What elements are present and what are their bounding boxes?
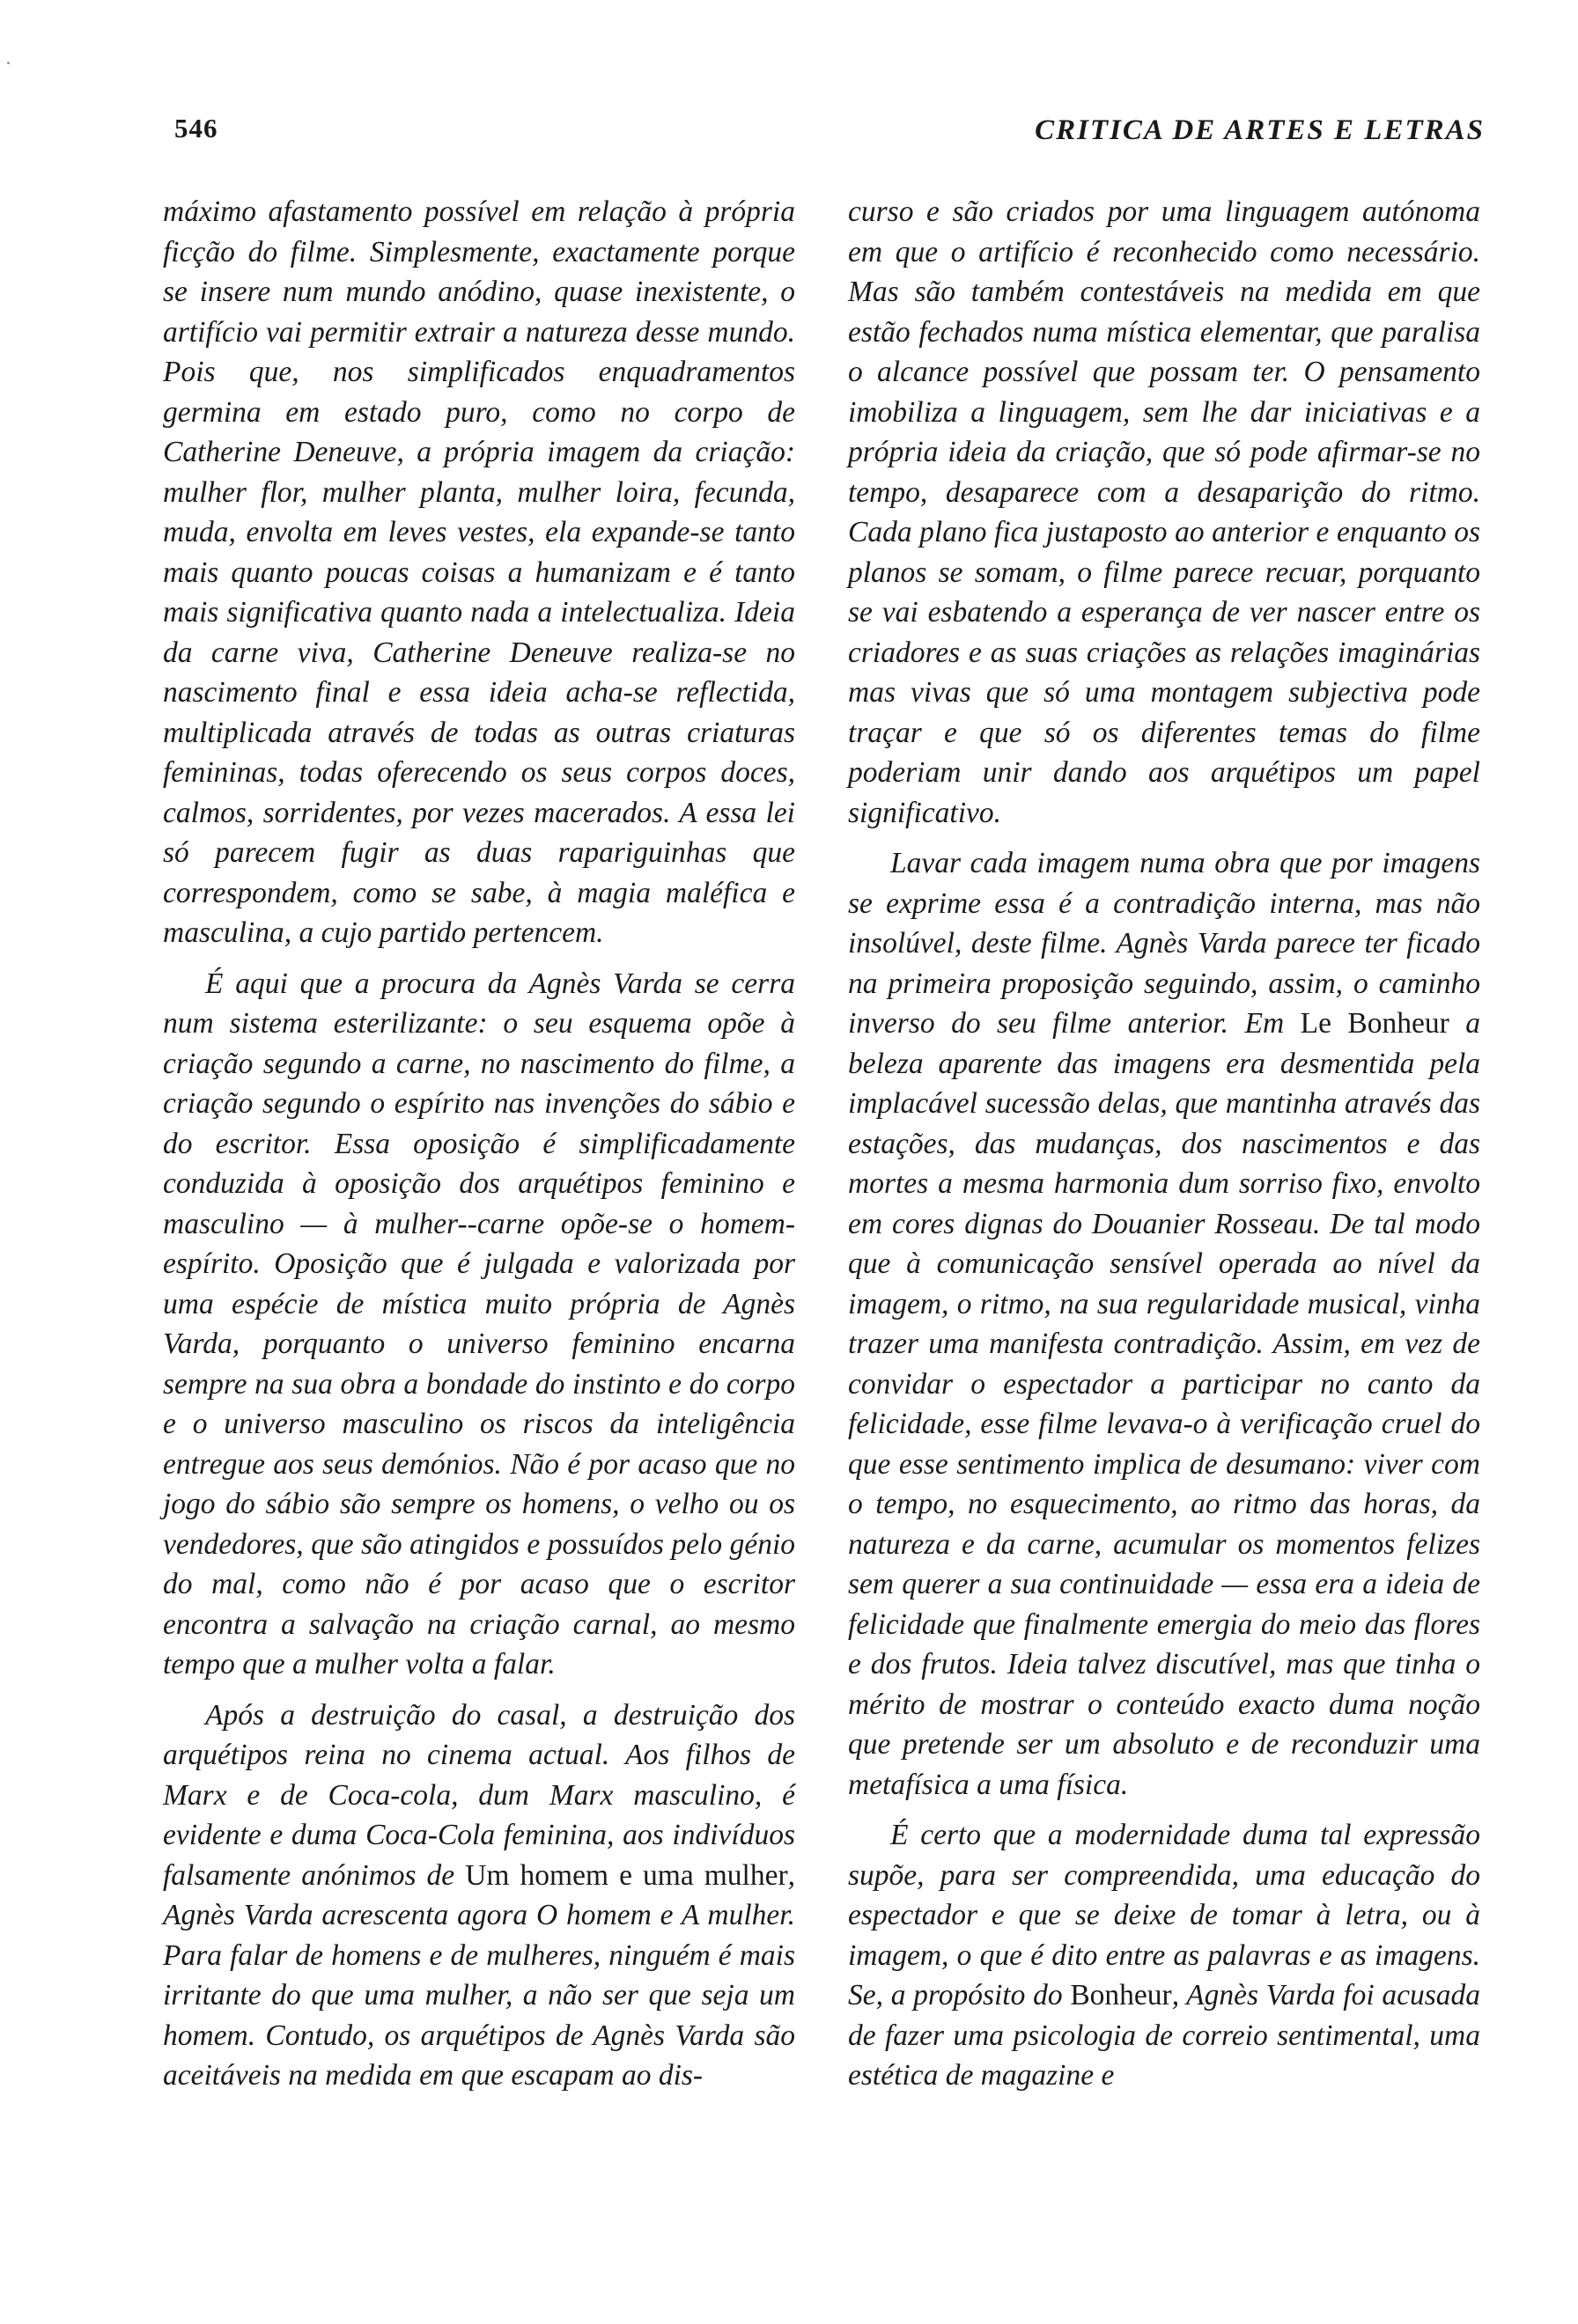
right-column <box>848 192 1480 2096</box>
page-number: 546 <box>174 113 218 143</box>
paragraph <box>848 1815 1480 2096</box>
left-column <box>163 192 795 2096</box>
paragraph <box>163 1695 795 2096</box>
film-title: Bonheur <box>1070 1979 1172 2011</box>
paragraph-text: , Agnès Varda foi acusada de fazer uma psicologia de correio sentimental, uma estética de magazine e <box>848 1979 1480 2092</box>
page-header <box>174 113 1485 155</box>
paragraph-text: a beleza aparente das imagens era desmentida pela implacável sucessão delas, que mantinha através das estações, das mudanças, dos nascimentos e das mortes a mesma harmonia dum sorriso fixo, envolto em cores dignas do Douanier Rosseau. De tal modo que à comunicação sensível operada ao nível da imagem, o ritmo, na sua regularidade musical, vinha trazer uma manifesta contradição. Assim, em vez de convidar o espectador a participar no canto da felicidade, esse filme levava-o à verificação cruel do que esse sentimento implica de desumano: viver com o tempo, no esquecimento, ao ritmo das horas, da natureza e da carne, acumular os momentos felizes sem querer a sua continuidade — essa era a ideia de felicidade que finalmente emergia do meio das flores e dos frutos. Ideia talvez discutível, mas que tinha o mérito de mostrar o conteúdo exacto duma noção que pretende ser um absoluto e de reconduzir uma metafísica a uma física. <box>848 1007 1481 1801</box>
scan-speck <box>7 62 10 64</box>
film-title: Um homem e uma mulher <box>465 1858 788 1892</box>
paragraph-text: Lavar cada imagem numa obra que por imagens se exprime essa é a contradição interna, mas não insolúvel, deste filme. Agnès Varda parece ter ficado na primeira proposição seguindo, assim, o caminho inverso do seu filme anterior. Em <box>848 847 1480 1040</box>
paragraph-text: Após a destruição do casal, a destruição dos arquétipos reina no cinema actual. Aos filhos de Marx e de Coca-cola, dum Marx masculino, é evidente e duma Coca-Cola feminina, aos indivíduos falsamente anónimos de <box>163 1698 795 1892</box>
film-title: Le Bonheur <box>1300 1007 1449 1040</box>
paragraph-text: , Agnès Varda acrescenta agora O homem e A mulher. Para falar de homens e de mulheres, ninguém é mais irritante do que uma mulher, a não ser que seja um homem. Contudo, os arquétipos de Agnès Varda são aceitáveis na medida em que escapam ao dis- <box>163 1858 796 2092</box>
running-head: CRITICA DE ARTES E LETRAS <box>1035 114 1485 146</box>
paragraph: É aqui que a procura da Agnès Varda se cerra num sistema esterilizante: o seu esquema opõe à criação segundo a carne, no nascimento do filme, a criação segundo o espírito nas invenções do sábio e do escritor. Essa oposição é simplificadamente conduzida à oposição dos arquétipos feminino e masculino — à mulher--carne opõe-se o homem-espírito. Oposição que é julgada e valorizada por uma espécie de mística muito própria de Agnès Varda, porquanto o universo feminino encarna sempre na sua obra a bondade do instinto e do corpo e o universo masculino os riscos da inteligência entregue aos seus demónios. Não é por acaso que no jogo do sábio são sempre os homens, o velho ou os vendedores, que são atingidos e possuídos pelo génio do mal, como não é por acaso que o escritor encontra a salvação na criação carnal, ao mesmo tempo que a mulher volta a falar. <box>163 967 795 1680</box>
paragraph-text: É certo que a modernidade duma tal expressão supõe, para ser compreendida, uma educação do espectador e que se deixe de tomar à letra, ou à imagem, o que é dito entre as palavras e as imagens. Se, a propósito do <box>848 1819 1480 2011</box>
paragraph: máximo afastamento possível em relação à própria ficção do filme. Simplesmente, exactamente porque se insere num mundo anódino, quase inexistente, o artifício vai permitir extrair a natureza desse mundo. Pois que, nos simplificados enquadramentos germina em estado puro, como no corpo de Catherine Deneuve, a própria imagem da criação: mulher flor, mulher planta, mulher loira, fecunda, muda, envolta em leves vestes, ela expande-se tanto mais quanto poucas coisas a humanizam e é tanto mais significativa quanto nada a intelectualiza. Ideia da carne viva, Catherine Deneuve realiza-se no nascimento final e essa ideia acha-se reflectida, multiplicada através de todas as outras criaturas femininas, todas oferecendo os seus corpos doces, calmos, sorridentes, por vezes macerados. A essa lei só parecem fugir as duas rapariguinhas que correspondem, como se sabe, à magia maléfica e masculina, a cujo partido pertencem. <box>163 195 795 949</box>
paragraph <box>848 843 1480 1805</box>
paragraph: curso e são criados por uma linguagem autónoma em que o artifício é reconhecido como necessário. Mas são também contestáveis na medida em que estão fechados numa mística elementar, que paralisa o alcance possível que possam ter. O pensamento imobiliza a linguagem, sem lhe dar iniciativas e a própria ideia da criação, que só pode afirmar-se no tempo, desaparece com a desaparição do ritmo. Cada plano fica justaposto ao anterior e enquanto os planos se somam, o filme parece recuar, porquanto se vai esbatendo a esperança de ver nascer entre os criadores e as suas criações as relações imaginárias mas vivas que só uma montagem subjectiva pode traçar e que só os diferentes temas do filme poderiam unir dando aos arquétipos um papel significativo. <box>848 195 1480 829</box>
